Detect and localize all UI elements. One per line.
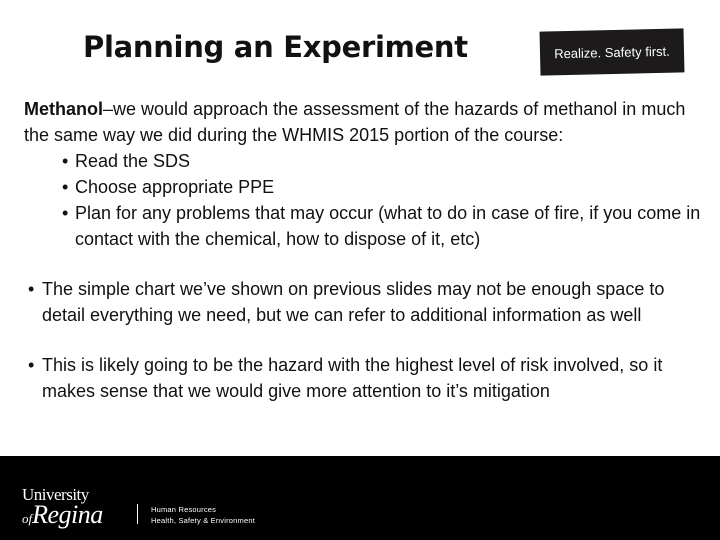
department-line-2: Health, Safety & Environment [151, 516, 255, 525]
university-logo [22, 486, 103, 528]
safety-tagline-text: Realize. Safety first. [554, 43, 670, 61]
list-item: • Choose appropriate PPE [62, 174, 704, 200]
methanol-steps-list [62, 148, 704, 252]
logo-regina-word: Regina [32, 500, 103, 529]
bullet-highest-risk: • This is likely going to be the hazard with the highest level of risk involved, so it makes sense that we would give more attention to it’s mitigation [28, 352, 704, 404]
intro-text: –we would approach the assessment of the hazards of methanol in much the same way we did during the WHMIS 2015 portion of the course: [24, 99, 686, 145]
list-item: • Read the SDS [62, 148, 704, 174]
slide-body [24, 96, 704, 404]
logo-university-word: University [22, 485, 89, 504]
slide-title: Planning an Experiment [83, 30, 468, 64]
list-item: • Plan for any problems that may occur (what to do in case of fire, if you come in contact with the chemical, how to dispose of it, etc) [62, 200, 704, 252]
department-line-1: Human Resources [151, 505, 217, 514]
department-label [151, 504, 255, 526]
intro-lead: Methanol [24, 99, 103, 119]
bullet-chart-space: • The simple chart we’ve shown on previous slides may not be enough space to detail everything we need, but we can refer to additional information as well [28, 276, 704, 328]
safety-tagline-badge [540, 28, 685, 75]
intro-paragraph [24, 96, 704, 148]
footer-bar [0, 456, 720, 540]
logo-of-word: of [22, 511, 33, 526]
footer-divider [137, 504, 138, 524]
